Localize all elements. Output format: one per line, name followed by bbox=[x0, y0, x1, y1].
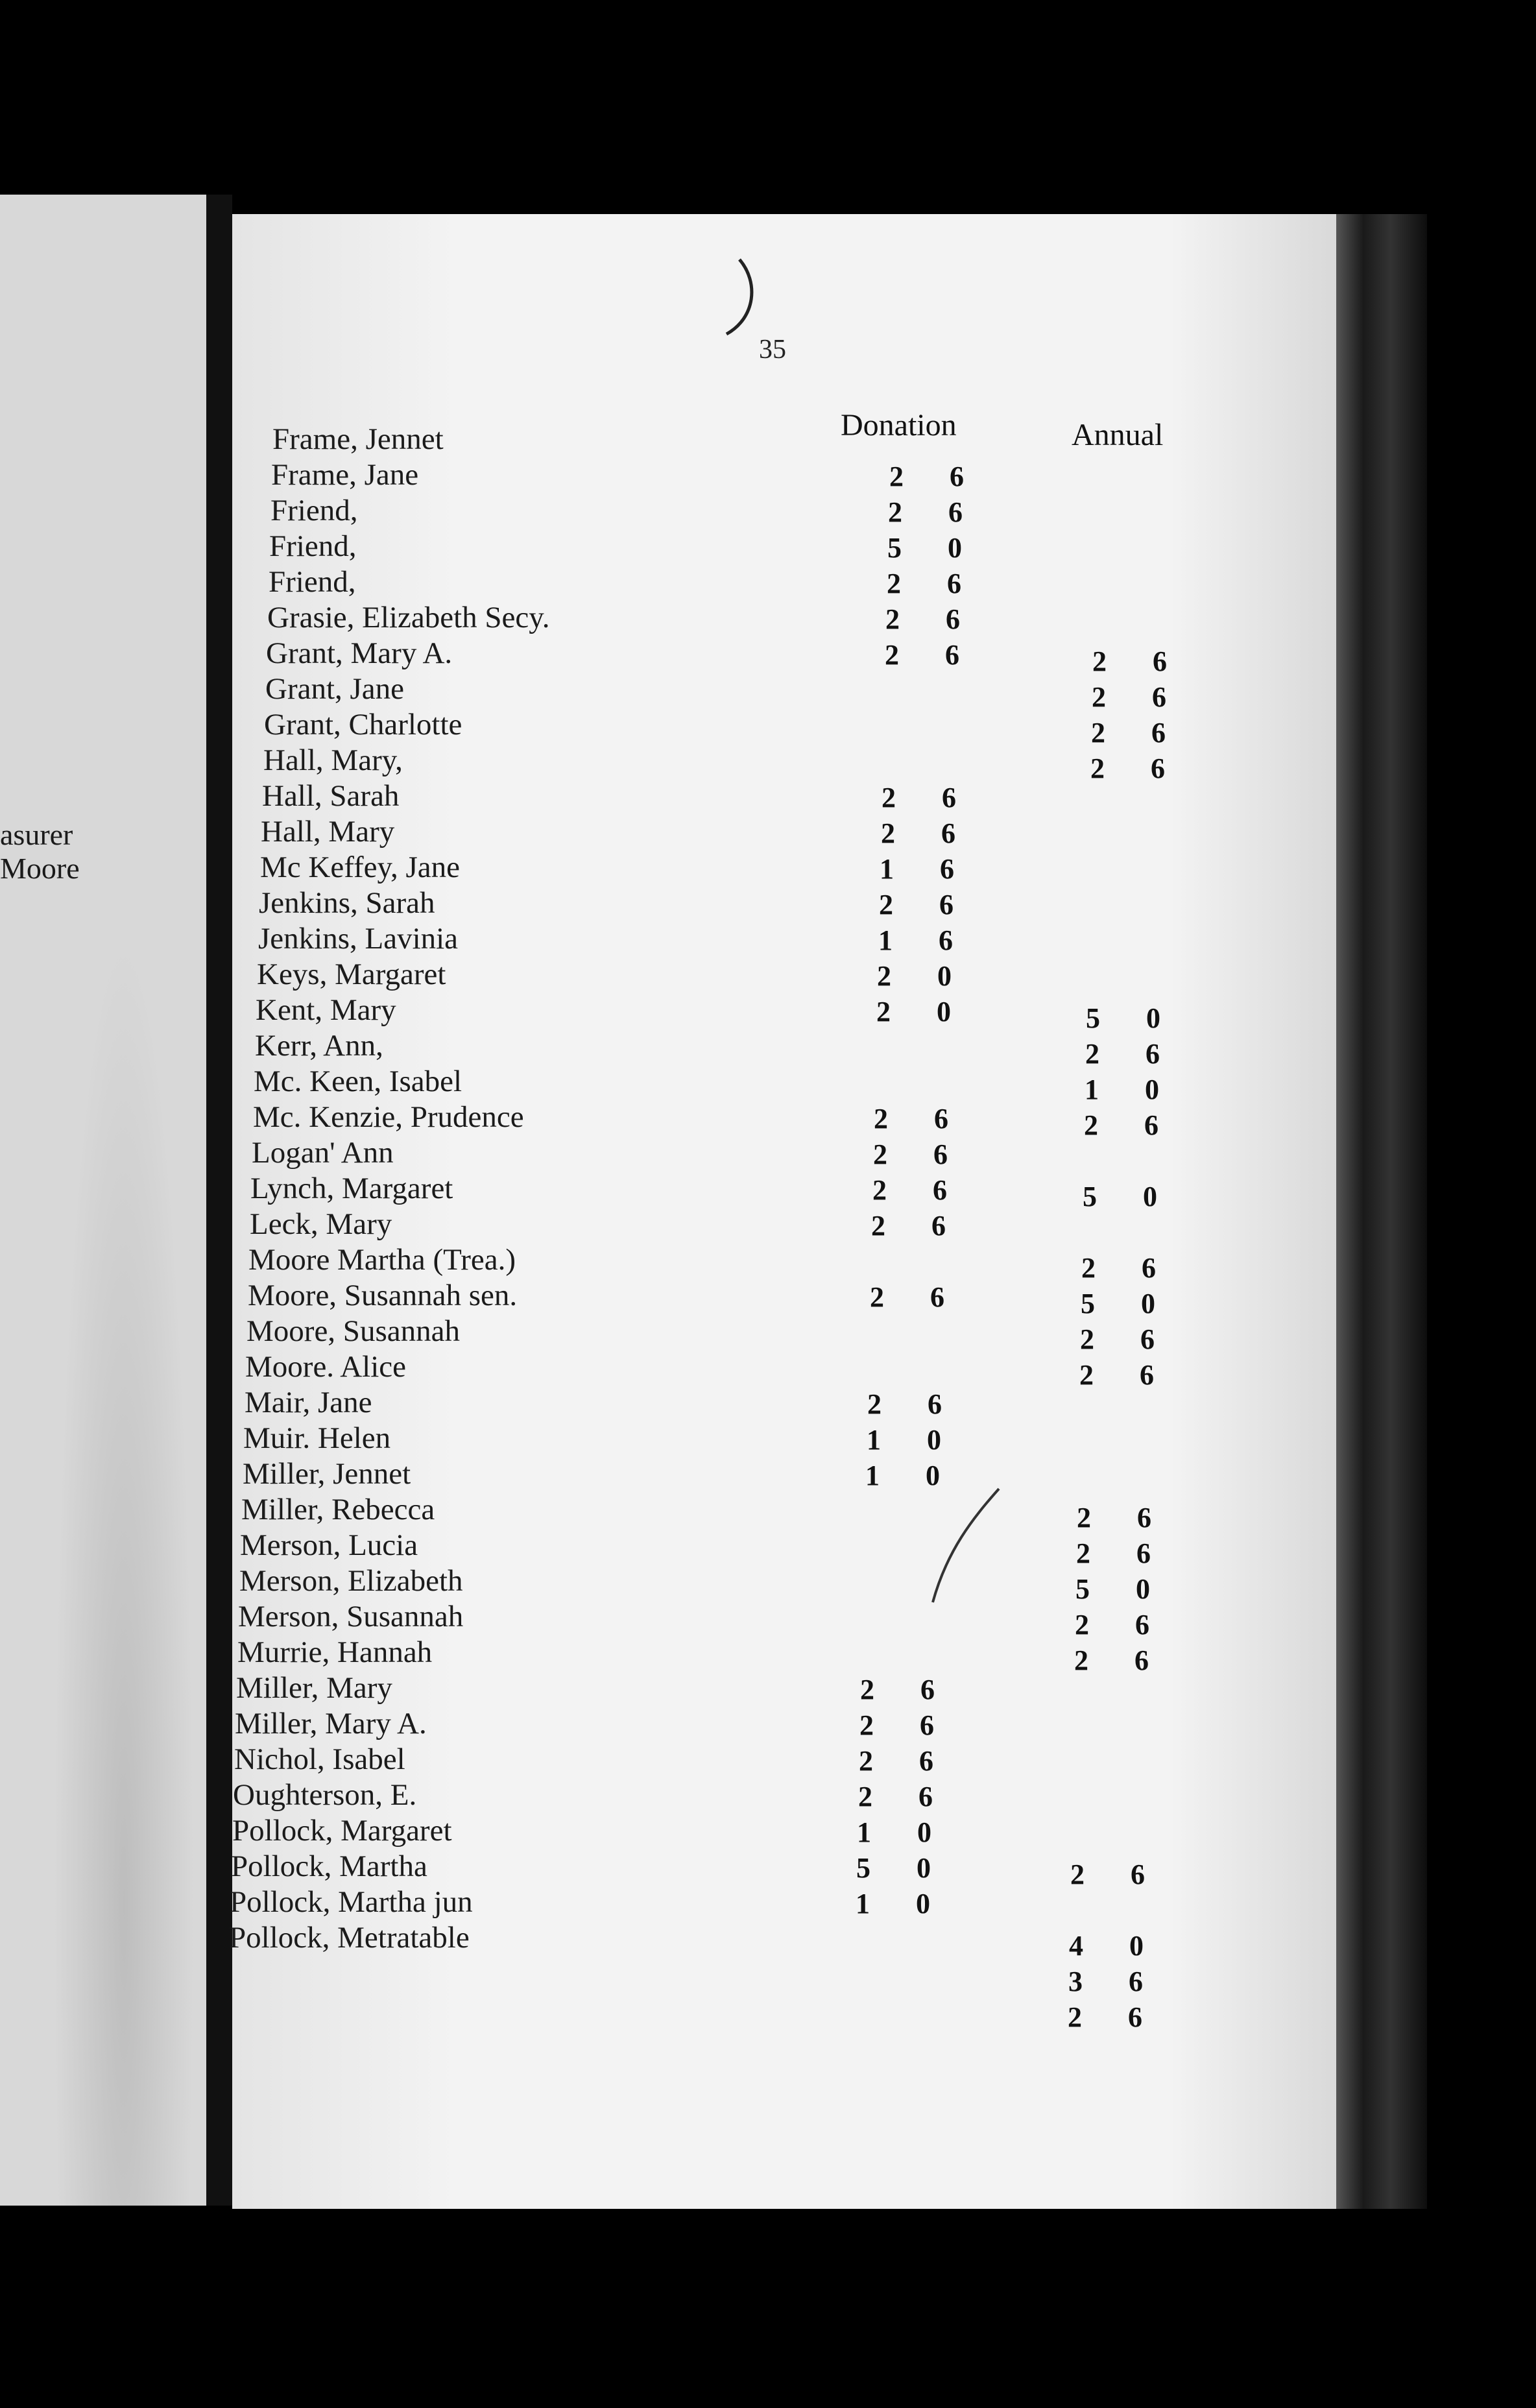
entry-name: Kerr, Ann, bbox=[255, 1029, 383, 1063]
ledger-row bbox=[0, 1242, 1336, 1284]
annual-amount: 5 0 bbox=[1075, 1573, 1170, 1605]
donation-amount: 2 6 bbox=[859, 1709, 954, 1741]
annual-column-header: Annual bbox=[1072, 418, 1164, 452]
ledger-row bbox=[0, 636, 1336, 677]
entry-name: Leck, Mary bbox=[250, 1207, 392, 1241]
entry-name: Pollock, Martha bbox=[231, 1849, 427, 1883]
ledger-row bbox=[0, 743, 1336, 784]
entry-name: Miller, Mary A. bbox=[235, 1707, 427, 1740]
annual-amount: 2 6 bbox=[1091, 717, 1185, 749]
ledger-row bbox=[0, 1670, 1336, 1707]
entry-name: Merson, Susannah bbox=[238, 1600, 464, 1633]
entry-name: Hall, Sarah bbox=[262, 779, 400, 813]
entry-name: Merson, Elizabeth bbox=[239, 1564, 463, 1598]
ledger-row bbox=[0, 1849, 1336, 1890]
annual-amount: 2 6 bbox=[1090, 752, 1184, 784]
entry-name: Friend, bbox=[269, 565, 356, 599]
donation-amount: 2 6 bbox=[879, 889, 973, 921]
ledger-row bbox=[0, 564, 1336, 601]
donation-amount: 2 6 bbox=[889, 461, 983, 492]
entry-name: Nichol, Isabel bbox=[234, 1742, 405, 1776]
entry-name: Jenkins, Lavinia bbox=[258, 922, 459, 956]
entry-name: Frame, Jane bbox=[271, 458, 419, 492]
ledger-row bbox=[0, 1456, 1336, 1493]
annual-amount: 2 6 bbox=[1079, 1359, 1173, 1391]
pen-mark bbox=[720, 256, 772, 341]
annual-amount: 4 0 bbox=[1069, 1930, 1163, 1962]
annual-amount: 1 0 bbox=[1085, 1074, 1179, 1105]
donation-amount: 5 0 bbox=[856, 1852, 950, 1884]
donation-amount: 1 0 bbox=[857, 1816, 951, 1848]
entry-name: Pollock, Margaret bbox=[232, 1814, 452, 1848]
ledger-row bbox=[0, 1100, 1336, 1141]
donation-amount: 1 6 bbox=[878, 924, 972, 956]
annual-amount: 3 6 bbox=[1068, 1966, 1162, 1997]
donation-amount: 2 6 bbox=[885, 639, 979, 671]
donation-amount: 2 6 bbox=[874, 1103, 968, 1135]
annual-amount: 2 6 bbox=[1092, 681, 1186, 713]
left-page-fragment: asurer bbox=[0, 818, 73, 851]
annual-amount: 2 6 bbox=[1075, 1609, 1169, 1641]
ledger-row bbox=[0, 957, 1336, 993]
ledger-row bbox=[0, 778, 1336, 815]
donation-amount: 2 6 bbox=[858, 1781, 952, 1812]
donation-amount: 2 6 bbox=[872, 1174, 966, 1206]
ledger-row bbox=[0, 1207, 1336, 1243]
entry-name: Moore Martha (Trea.) bbox=[248, 1243, 516, 1277]
entry-name: Miller, Rebecca bbox=[241, 1493, 435, 1526]
annual-amount: 2 6 bbox=[1081, 1252, 1175, 1284]
donation-amount: 1 0 bbox=[856, 1888, 950, 1920]
entry-name: Grant, Jane bbox=[265, 672, 405, 706]
page-edge bbox=[1336, 214, 1427, 2209]
donation-amount: 2 6 bbox=[860, 1674, 954, 1705]
entry-name: Friend, bbox=[270, 494, 358, 527]
ledger-row bbox=[0, 529, 1336, 565]
ledger-row bbox=[0, 814, 1336, 850]
entry-name: Miller, Mary bbox=[236, 1671, 392, 1705]
donation-amount: 2 0 bbox=[876, 996, 970, 1028]
ledger-row bbox=[0, 993, 1336, 1034]
donation-amount: 1 6 bbox=[880, 853, 974, 885]
annual-amount: 2 6 bbox=[1080, 1323, 1174, 1355]
entry-name: Mc. Kenzie, Prudence bbox=[253, 1100, 524, 1134]
entry-name: Logan' Ann bbox=[252, 1136, 394, 1170]
ledger-row bbox=[0, 457, 1336, 494]
ledger-row bbox=[0, 1992, 1336, 2033]
donation-amount: 2 6 bbox=[888, 496, 982, 528]
entry-name: Pollock, Martha jun bbox=[230, 1885, 473, 1919]
annual-amount: 5 0 bbox=[1086, 1002, 1180, 1034]
ledger-row bbox=[0, 1956, 1336, 1997]
ledger-row bbox=[0, 1278, 1336, 1319]
entry-name: Pollock, Metratable bbox=[229, 1921, 470, 1955]
donation-amount: 2 6 bbox=[871, 1210, 965, 1242]
entry-name: Friend, bbox=[269, 529, 357, 563]
ledger-row bbox=[0, 1528, 1336, 1569]
ledger-row bbox=[0, 1064, 1336, 1105]
entry-name: Merson, Lucia bbox=[240, 1528, 418, 1562]
entry-name: Hall, Mary bbox=[261, 815, 395, 849]
annual-amount: 2 6 bbox=[1077, 1502, 1171, 1534]
donation-amount: 2 6 bbox=[859, 1745, 953, 1777]
donation-amount: 2 6 bbox=[885, 603, 979, 635]
entry-name: Murrie, Hannah bbox=[237, 1635, 433, 1669]
entry-name: Lynch, Margaret bbox=[250, 1172, 453, 1205]
ledger-row bbox=[0, 1777, 1336, 1814]
entry-name: Grant, Mary A. bbox=[266, 636, 453, 670]
entry-name: Muir. Helen bbox=[243, 1421, 391, 1455]
entry-name: Kent, Mary bbox=[256, 993, 396, 1027]
ledger-row bbox=[0, 1884, 1336, 1921]
page-number: 35 bbox=[759, 335, 786, 365]
ledger-row bbox=[0, 1314, 1336, 1355]
entry-name: Grant, Charlotte bbox=[264, 708, 462, 741]
annual-amount: 2 6 bbox=[1070, 1859, 1164, 1890]
entry-name: Mc Keffey, Jane bbox=[260, 850, 460, 884]
donation-amount: 2 6 bbox=[867, 1388, 961, 1420]
entry-name: Jenkins, Sarah bbox=[259, 886, 435, 920]
ledger-row bbox=[0, 1349, 1336, 1391]
ledger-row bbox=[0, 1171, 1336, 1212]
ledger-row bbox=[0, 1135, 1336, 1172]
entry-name: Mair, Jane bbox=[245, 1386, 372, 1419]
ledger-row bbox=[0, 1742, 1336, 1778]
annual-amount: 2 6 bbox=[1084, 1109, 1178, 1141]
ledger-row bbox=[0, 1563, 1336, 1605]
donation-amount: 2 6 bbox=[881, 817, 975, 849]
entry-name: Moore. Alice bbox=[245, 1350, 406, 1384]
ledger-row bbox=[0, 1635, 1336, 1676]
donation-amount: 2 0 bbox=[877, 960, 971, 992]
entry-name: Oughterson, E. bbox=[233, 1778, 417, 1812]
ledger-row bbox=[0, 493, 1336, 529]
entry-name: Keys, Margaret bbox=[257, 957, 446, 991]
ledger-row bbox=[0, 707, 1336, 749]
annual-amount: 5 0 bbox=[1083, 1181, 1177, 1212]
ledger-row bbox=[0, 1706, 1336, 1742]
ledger-row bbox=[0, 1421, 1336, 1457]
entry-name: Mc. Keen, Isabel bbox=[254, 1065, 462, 1098]
ledger-row bbox=[0, 1385, 1336, 1421]
donation-amount: 2 6 bbox=[882, 782, 976, 813]
donation-amount: 2 6 bbox=[887, 568, 981, 599]
ledger-row bbox=[0, 671, 1336, 713]
donation-amount: 2 6 bbox=[873, 1138, 967, 1170]
annual-amount: 2 6 bbox=[1085, 1038, 1179, 1070]
donation-amount: 5 0 bbox=[887, 532, 981, 564]
entry-name: Moore, Susannah sen. bbox=[248, 1279, 518, 1312]
annual-amount: 5 0 bbox=[1081, 1288, 1175, 1319]
donation-amount: 2 6 bbox=[870, 1281, 964, 1313]
ledger-row bbox=[0, 850, 1336, 886]
donation-amount: 1 0 bbox=[867, 1424, 961, 1456]
annual-amount: 2 6 bbox=[1068, 2001, 1162, 2033]
ledger-row bbox=[0, 921, 1336, 957]
entry-name: Miller, Jennet bbox=[243, 1457, 411, 1491]
donation-amount: 1 0 bbox=[865, 1460, 959, 1491]
entry-name: Moore, Susannah bbox=[246, 1314, 460, 1348]
annual-amount: 2 6 bbox=[1076, 1537, 1170, 1569]
ledger-row bbox=[0, 1813, 1336, 1849]
ledger-row bbox=[0, 422, 1336, 458]
left-page-fragment: Moore bbox=[0, 852, 80, 885]
ledger-row bbox=[0, 885, 1336, 922]
ledger-row bbox=[0, 1028, 1336, 1070]
ledger-row bbox=[0, 1599, 1336, 1641]
entry-name: Grasie, Elizabeth Secy. bbox=[267, 601, 550, 634]
annual-amount: 2 6 bbox=[1074, 1644, 1168, 1676]
ledger-row bbox=[0, 1492, 1336, 1534]
ledger-row bbox=[0, 1920, 1336, 1962]
entry-name: Hall, Mary, bbox=[263, 743, 403, 777]
donation-column-header: Donation bbox=[841, 408, 957, 442]
annual-amount: 2 6 bbox=[1092, 645, 1186, 677]
ledger-row bbox=[0, 600, 1336, 636]
entry-name: Frame, Jennet bbox=[272, 422, 444, 456]
